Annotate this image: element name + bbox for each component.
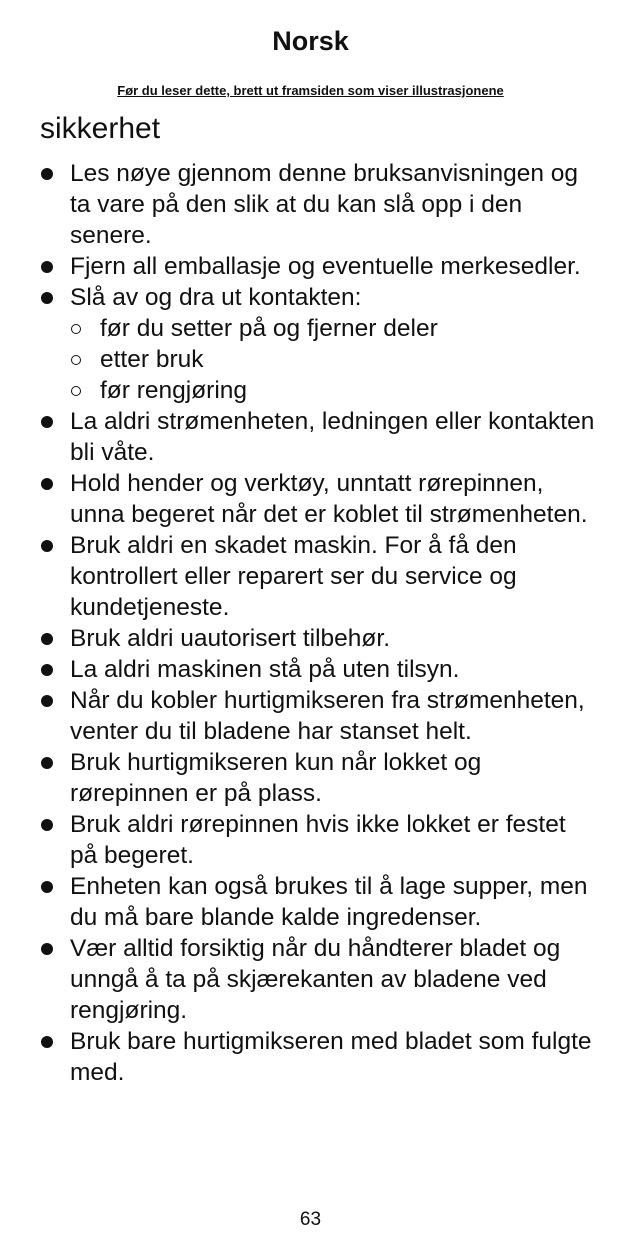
sub-list-item: før rengjøring (40, 375, 595, 406)
page-title: Norsk (272, 26, 349, 56)
bullet-icon (41, 1036, 53, 1048)
bullet-icon (41, 757, 53, 769)
circle-bullet-icon (71, 355, 81, 365)
list-item: Slå av og dra ut kontakten: (40, 282, 595, 313)
bullet-icon (41, 695, 53, 707)
bullet-icon (41, 540, 53, 552)
list-item: Hold hender og verktøy, unntatt rørepinnen, unna begeret når det er koblet til strømenheten. (40, 468, 595, 530)
circle-bullet-icon (71, 386, 81, 396)
list-item: Bruk bare hurtigmikseren med bladet som fulgte med. (40, 1026, 595, 1088)
bullet-icon (41, 292, 53, 304)
list-item: Bruk hurtigmikseren kun når lokket og rørepinnen er på plass. (40, 747, 595, 809)
list-item: Vær alltid forsiktig når du håndterer bladet og unngå å ta på skjærekanten av bladene ved rengjøring. (40, 933, 595, 1026)
list-item: Bruk aldri en skadet maskin. For å få den kontrollert eller reparert ser du service og kundetjeneste. (40, 530, 595, 623)
bullet-icon (41, 664, 53, 676)
safety-list (40, 158, 595, 1088)
bullet-icon (41, 478, 53, 490)
page-number: 63 (299, 1209, 322, 1230)
list-item: Les nøye gjennom denne bruksanvisningen og ta vare på den slik at du kan slå opp i den senere. (40, 158, 595, 251)
section-heading: sikkerhet (40, 112, 161, 145)
bullet-icon (41, 881, 53, 893)
list-item: Bruk aldri uautorisert tilbehør. (40, 623, 595, 654)
sub-list-item: før du setter på og fjerner deler (40, 313, 595, 344)
bullet-icon (41, 416, 53, 428)
list-item: Bruk aldri rørepinnen hvis ikke lokket er festet på begeret. (40, 809, 595, 871)
bullet-icon (41, 819, 53, 831)
list-item: La aldri maskinen stå på uten tilsyn. (40, 654, 595, 685)
sub-list-item: etter bruk (40, 344, 595, 375)
bullet-icon (41, 168, 53, 180)
list-item: Enheten kan også brukes til å lage supper, men du må bare blande kalde ingredenser. (40, 871, 595, 933)
bullet-icon (41, 633, 53, 645)
instruction-note: Før du leser dette, brett ut framsiden som viser illustrasjonene (117, 83, 504, 98)
list-item: La aldri strømenheten, ledningen eller kontakten bli våte. (40, 406, 595, 468)
list-item: Fjern all emballasje og eventuelle merkesedler. (40, 251, 595, 282)
bullet-icon (41, 261, 53, 273)
list-item: Når du kobler hurtigmikseren fra strømenheten, venter du til bladene har stanset helt. (40, 685, 595, 747)
circle-bullet-icon (71, 324, 81, 334)
bullet-icon (41, 943, 53, 955)
